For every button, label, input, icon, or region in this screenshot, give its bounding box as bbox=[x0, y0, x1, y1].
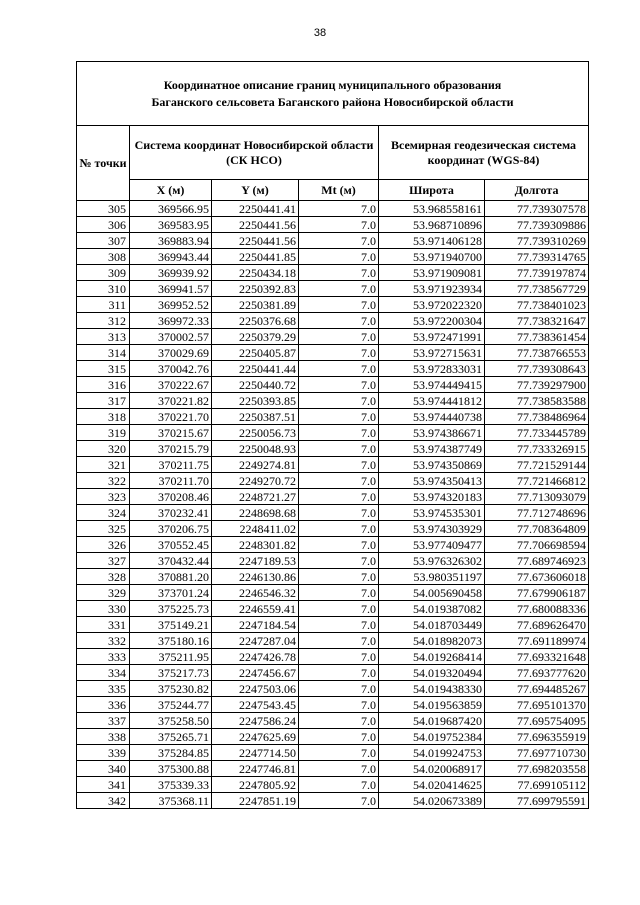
cell-x: 375300.88 bbox=[130, 761, 212, 777]
cell-point-no: 312 bbox=[77, 313, 130, 329]
cell-mt: 7.0 bbox=[299, 425, 379, 441]
cell-mt: 7.0 bbox=[299, 313, 379, 329]
cell-mt: 7.0 bbox=[299, 665, 379, 681]
cell-latitude: 53.972833031 bbox=[379, 361, 485, 377]
cell-y: 2247746.81 bbox=[212, 761, 299, 777]
cell-x: 375339.33 bbox=[130, 777, 212, 793]
table-row bbox=[77, 377, 589, 393]
cell-longitude: 77.689746923 bbox=[485, 553, 589, 569]
coordinate-table bbox=[76, 61, 589, 809]
table-row bbox=[77, 361, 589, 377]
cell-x: 370432.44 bbox=[130, 553, 212, 569]
cell-y: 2247287.04 bbox=[212, 633, 299, 649]
cell-latitude: 53.972715631 bbox=[379, 345, 485, 361]
cell-y: 2247625.69 bbox=[212, 729, 299, 745]
cell-point-no: 309 bbox=[77, 265, 130, 281]
cell-y: 2250440.72 bbox=[212, 377, 299, 393]
cell-x: 369941.57 bbox=[130, 281, 212, 297]
cell-y: 2247586.24 bbox=[212, 713, 299, 729]
table-row bbox=[77, 569, 589, 585]
cell-latitude: 53.980351197 bbox=[379, 569, 485, 585]
cell-y: 2247426.78 bbox=[212, 649, 299, 665]
cell-longitude: 77.738766553 bbox=[485, 345, 589, 361]
table-row bbox=[77, 217, 589, 233]
table-row bbox=[77, 585, 589, 601]
cell-y: 2250441.41 bbox=[212, 201, 299, 217]
header-point-no: № точки bbox=[77, 126, 130, 201]
table-row bbox=[77, 553, 589, 569]
cell-longitude: 77.680088336 bbox=[485, 601, 589, 617]
cell-point-no: 316 bbox=[77, 377, 130, 393]
cell-latitude: 53.974303929 bbox=[379, 521, 485, 537]
cell-point-no: 341 bbox=[77, 777, 130, 793]
cell-mt: 7.0 bbox=[299, 601, 379, 617]
cell-x: 369939.92 bbox=[130, 265, 212, 281]
cell-mt: 7.0 bbox=[299, 329, 379, 345]
cell-point-no: 328 bbox=[77, 569, 130, 585]
cell-mt: 7.0 bbox=[299, 361, 379, 377]
table-title bbox=[77, 62, 589, 126]
cell-x: 369883.94 bbox=[130, 233, 212, 249]
cell-point-no: 310 bbox=[77, 281, 130, 297]
cell-latitude: 54.020673389 bbox=[379, 793, 485, 809]
cell-latitude: 53.974320183 bbox=[379, 489, 485, 505]
cell-mt: 7.0 bbox=[299, 473, 379, 489]
cell-mt: 7.0 bbox=[299, 537, 379, 553]
cell-y: 2250441.56 bbox=[212, 217, 299, 233]
cell-mt: 7.0 bbox=[299, 617, 379, 633]
header-x: X (м) bbox=[130, 180, 212, 201]
cell-mt: 7.0 bbox=[299, 729, 379, 745]
cell-latitude: 53.974440738 bbox=[379, 409, 485, 425]
cell-y: 2247851.19 bbox=[212, 793, 299, 809]
cell-mt: 7.0 bbox=[299, 505, 379, 521]
cell-y: 2248698.68 bbox=[212, 505, 299, 521]
cell-longitude: 77.738321647 bbox=[485, 313, 589, 329]
cell-point-no: 306 bbox=[77, 217, 130, 233]
cell-point-no: 322 bbox=[77, 473, 130, 489]
table-row bbox=[77, 745, 589, 761]
cell-longitude: 77.695101370 bbox=[485, 697, 589, 713]
cell-y: 2247189.53 bbox=[212, 553, 299, 569]
cell-longitude: 77.721466812 bbox=[485, 473, 589, 489]
cell-y: 2250056.73 bbox=[212, 425, 299, 441]
table-row bbox=[77, 665, 589, 681]
cell-latitude: 54.019924753 bbox=[379, 745, 485, 761]
table-row bbox=[77, 329, 589, 345]
cell-point-no: 332 bbox=[77, 633, 130, 649]
cell-x: 370002.57 bbox=[130, 329, 212, 345]
cell-point-no: 313 bbox=[77, 329, 130, 345]
cell-y: 2247714.50 bbox=[212, 745, 299, 761]
cell-latitude: 53.974350413 bbox=[379, 473, 485, 489]
cell-mt: 7.0 bbox=[299, 249, 379, 265]
cell-y: 2250434.18 bbox=[212, 265, 299, 281]
cell-point-no: 334 bbox=[77, 665, 130, 681]
cell-mt: 7.0 bbox=[299, 297, 379, 313]
cell-latitude: 53.974449415 bbox=[379, 377, 485, 393]
cell-x: 375149.21 bbox=[130, 617, 212, 633]
header-mt: Mt (м) bbox=[299, 180, 379, 201]
cell-longitude: 77.693777620 bbox=[485, 665, 589, 681]
cell-point-no: 331 bbox=[77, 617, 130, 633]
cell-longitude: 77.693321648 bbox=[485, 649, 589, 665]
table-body bbox=[77, 201, 589, 809]
cell-mt: 7.0 bbox=[299, 393, 379, 409]
cell-latitude: 54.019320494 bbox=[379, 665, 485, 681]
table-row bbox=[77, 441, 589, 457]
table-row bbox=[77, 297, 589, 313]
cell-latitude: 53.968710896 bbox=[379, 217, 485, 233]
cell-longitude: 77.696355919 bbox=[485, 729, 589, 745]
cell-latitude: 54.019268414 bbox=[379, 649, 485, 665]
cell-longitude: 77.706698594 bbox=[485, 537, 589, 553]
table-row bbox=[77, 713, 589, 729]
table-row bbox=[77, 473, 589, 489]
cell-latitude: 53.974535301 bbox=[379, 505, 485, 521]
cell-y: 2246546.32 bbox=[212, 585, 299, 601]
cell-mt: 7.0 bbox=[299, 713, 379, 729]
table-row bbox=[77, 649, 589, 665]
header-system-wgs: Всемирная геодезическая система координат (WGS-84) bbox=[379, 126, 589, 180]
header-latitude: Широта bbox=[379, 180, 485, 201]
cell-x: 370881.20 bbox=[130, 569, 212, 585]
cell-x: 375230.82 bbox=[130, 681, 212, 697]
cell-y: 2249274.81 bbox=[212, 457, 299, 473]
cell-x: 370208.46 bbox=[130, 489, 212, 505]
cell-point-no: 311 bbox=[77, 297, 130, 313]
cell-longitude: 77.721529144 bbox=[485, 457, 589, 473]
cell-latitude: 53.971406128 bbox=[379, 233, 485, 249]
cell-mt: 7.0 bbox=[299, 569, 379, 585]
cell-mt: 7.0 bbox=[299, 585, 379, 601]
cell-longitude: 77.699795591 bbox=[485, 793, 589, 809]
cell-point-no: 319 bbox=[77, 425, 130, 441]
table-row bbox=[77, 681, 589, 697]
cell-point-no: 340 bbox=[77, 761, 130, 777]
cell-longitude: 77.739197874 bbox=[485, 265, 589, 281]
cell-x: 375180.16 bbox=[130, 633, 212, 649]
cell-longitude: 77.738486964 bbox=[485, 409, 589, 425]
table-row bbox=[77, 777, 589, 793]
cell-point-no: 336 bbox=[77, 697, 130, 713]
table-row bbox=[77, 393, 589, 409]
cell-longitude: 77.738361454 bbox=[485, 329, 589, 345]
cell-point-no: 323 bbox=[77, 489, 130, 505]
cell-y: 2247456.67 bbox=[212, 665, 299, 681]
cell-point-no: 318 bbox=[77, 409, 130, 425]
cell-latitude: 53.971923934 bbox=[379, 281, 485, 297]
table-row bbox=[77, 601, 589, 617]
cell-longitude: 77.673606018 bbox=[485, 569, 589, 585]
cell-x: 370211.70 bbox=[130, 473, 212, 489]
cell-latitude: 53.971909081 bbox=[379, 265, 485, 281]
cell-x: 370222.67 bbox=[130, 377, 212, 393]
cell-latitude: 53.971940700 bbox=[379, 249, 485, 265]
cell-longitude: 77.739310269 bbox=[485, 233, 589, 249]
cell-latitude: 53.976326302 bbox=[379, 553, 485, 569]
cell-longitude: 77.695754095 bbox=[485, 713, 589, 729]
cell-longitude: 77.738401023 bbox=[485, 297, 589, 313]
cell-x: 370206.75 bbox=[130, 521, 212, 537]
cell-y: 2247503.06 bbox=[212, 681, 299, 697]
cell-y: 2250441.44 bbox=[212, 361, 299, 377]
cell-x: 370029.69 bbox=[130, 345, 212, 361]
cell-x: 375284.85 bbox=[130, 745, 212, 761]
cell-latitude: 54.018703449 bbox=[379, 617, 485, 633]
cell-x: 370221.70 bbox=[130, 409, 212, 425]
cell-latitude: 53.977409477 bbox=[379, 537, 485, 553]
cell-y: 2248411.02 bbox=[212, 521, 299, 537]
cell-mt: 7.0 bbox=[299, 377, 379, 393]
cell-mt: 7.0 bbox=[299, 793, 379, 809]
cell-mt: 7.0 bbox=[299, 201, 379, 217]
header-y: Y (м) bbox=[212, 180, 299, 201]
cell-mt: 7.0 bbox=[299, 409, 379, 425]
cell-longitude: 77.739308643 bbox=[485, 361, 589, 377]
cell-x: 369583.95 bbox=[130, 217, 212, 233]
cell-y: 2250048.93 bbox=[212, 441, 299, 457]
cell-point-no: 329 bbox=[77, 585, 130, 601]
cell-latitude: 54.005690458 bbox=[379, 585, 485, 601]
cell-point-no: 338 bbox=[77, 729, 130, 745]
cell-latitude: 53.974350869 bbox=[379, 457, 485, 473]
cell-point-no: 335 bbox=[77, 681, 130, 697]
cell-mt: 7.0 bbox=[299, 489, 379, 505]
cell-mt: 7.0 bbox=[299, 745, 379, 761]
table-row bbox=[77, 729, 589, 745]
cell-point-no: 330 bbox=[77, 601, 130, 617]
table-row bbox=[77, 249, 589, 265]
cell-latitude: 54.019438330 bbox=[379, 681, 485, 697]
cell-y: 2247805.92 bbox=[212, 777, 299, 793]
table-row bbox=[77, 265, 589, 281]
cell-longitude: 77.679906187 bbox=[485, 585, 589, 601]
cell-latitude: 53.974387749 bbox=[379, 441, 485, 457]
cell-x: 375258.50 bbox=[130, 713, 212, 729]
cell-x: 370215.67 bbox=[130, 425, 212, 441]
cell-mt: 7.0 bbox=[299, 633, 379, 649]
cell-longitude: 77.739307578 bbox=[485, 201, 589, 217]
cell-y: 2250441.85 bbox=[212, 249, 299, 265]
table-row bbox=[77, 281, 589, 297]
cell-latitude: 53.968558161 bbox=[379, 201, 485, 217]
cell-longitude: 77.739314765 bbox=[485, 249, 589, 265]
cell-y: 2250393.85 bbox=[212, 393, 299, 409]
cell-x: 370211.75 bbox=[130, 457, 212, 473]
cell-mt: 7.0 bbox=[299, 441, 379, 457]
page-number: 38 bbox=[313, 27, 327, 39]
cell-point-no: 326 bbox=[77, 537, 130, 553]
cell-y: 2250392.83 bbox=[212, 281, 299, 297]
cell-y: 2250405.87 bbox=[212, 345, 299, 361]
cell-x: 370221.82 bbox=[130, 393, 212, 409]
cell-x: 370042.76 bbox=[130, 361, 212, 377]
cell-x: 375225.73 bbox=[130, 601, 212, 617]
cell-latitude: 54.019752384 bbox=[379, 729, 485, 745]
cell-latitude: 53.974386671 bbox=[379, 425, 485, 441]
cell-y: 2248301.82 bbox=[212, 537, 299, 553]
table-row bbox=[77, 233, 589, 249]
cell-x: 369972.33 bbox=[130, 313, 212, 329]
cell-mt: 7.0 bbox=[299, 281, 379, 297]
coordinate-document bbox=[76, 61, 588, 809]
cell-mt: 7.0 bbox=[299, 521, 379, 537]
cell-mt: 7.0 bbox=[299, 761, 379, 777]
table-row bbox=[77, 425, 589, 441]
cell-longitude: 77.691189974 bbox=[485, 633, 589, 649]
cell-latitude: 54.019387082 bbox=[379, 601, 485, 617]
cell-longitude: 77.689626470 bbox=[485, 617, 589, 633]
cell-point-no: 325 bbox=[77, 521, 130, 537]
cell-x: 375211.95 bbox=[130, 649, 212, 665]
cell-mt: 7.0 bbox=[299, 217, 379, 233]
cell-point-no: 317 bbox=[77, 393, 130, 409]
cell-point-no: 342 bbox=[77, 793, 130, 809]
cell-longitude: 77.699105112 bbox=[485, 777, 589, 793]
cell-mt: 7.0 bbox=[299, 457, 379, 473]
cell-latitude: 53.972022320 bbox=[379, 297, 485, 313]
table-row bbox=[77, 505, 589, 521]
cell-point-no: 337 bbox=[77, 713, 130, 729]
cell-latitude: 54.018982073 bbox=[379, 633, 485, 649]
cell-longitude: 77.738567729 bbox=[485, 281, 589, 297]
cell-longitude: 77.712748696 bbox=[485, 505, 589, 521]
cell-mt: 7.0 bbox=[299, 649, 379, 665]
cell-latitude: 54.020068917 bbox=[379, 761, 485, 777]
header-longitude: Долгота bbox=[485, 180, 589, 201]
cell-point-no: 339 bbox=[77, 745, 130, 761]
header-system-local: Система координат Новосибирской области (СК НСО) bbox=[130, 126, 379, 180]
cell-x: 370552.45 bbox=[130, 537, 212, 553]
cell-y: 2250441.56 bbox=[212, 233, 299, 249]
cell-latitude: 53.974441812 bbox=[379, 393, 485, 409]
cell-mt: 7.0 bbox=[299, 233, 379, 249]
cell-point-no: 305 bbox=[77, 201, 130, 217]
table-row bbox=[77, 457, 589, 473]
cell-longitude: 77.733326915 bbox=[485, 441, 589, 457]
cell-mt: 7.0 bbox=[299, 777, 379, 793]
cell-mt: 7.0 bbox=[299, 345, 379, 361]
title-line-2: Баганского сельсовета Баганского района Новосибирской области bbox=[151, 94, 514, 109]
cell-x: 370215.79 bbox=[130, 441, 212, 457]
cell-latitude: 54.019687420 bbox=[379, 713, 485, 729]
table-row bbox=[77, 633, 589, 649]
cell-point-no: 327 bbox=[77, 553, 130, 569]
cell-y: 2250379.29 bbox=[212, 329, 299, 345]
cell-point-no: 324 bbox=[77, 505, 130, 521]
cell-point-no: 333 bbox=[77, 649, 130, 665]
cell-longitude: 77.738583588 bbox=[485, 393, 589, 409]
cell-x: 369566.95 bbox=[130, 201, 212, 217]
table-row bbox=[77, 521, 589, 537]
cell-latitude: 54.019563859 bbox=[379, 697, 485, 713]
cell-point-no: 320 bbox=[77, 441, 130, 457]
table-row bbox=[77, 489, 589, 505]
cell-x: 370232.41 bbox=[130, 505, 212, 521]
cell-longitude: 77.698203558 bbox=[485, 761, 589, 777]
cell-y: 2246130.86 bbox=[212, 569, 299, 585]
cell-latitude: 54.020414625 bbox=[379, 777, 485, 793]
cell-point-no: 315 bbox=[77, 361, 130, 377]
cell-longitude: 77.739309886 bbox=[485, 217, 589, 233]
cell-point-no: 321 bbox=[77, 457, 130, 473]
cell-y: 2248721.27 bbox=[212, 489, 299, 505]
table-row bbox=[77, 313, 589, 329]
cell-y: 2246559.41 bbox=[212, 601, 299, 617]
table-row bbox=[77, 793, 589, 809]
cell-latitude: 53.972200304 bbox=[379, 313, 485, 329]
cell-longitude: 77.694485267 bbox=[485, 681, 589, 697]
table-row bbox=[77, 409, 589, 425]
table-row bbox=[77, 201, 589, 217]
cell-longitude: 77.733445789 bbox=[485, 425, 589, 441]
cell-y: 2250376.68 bbox=[212, 313, 299, 329]
cell-y: 2249270.72 bbox=[212, 473, 299, 489]
cell-mt: 7.0 bbox=[299, 553, 379, 569]
cell-y: 2250381.89 bbox=[212, 297, 299, 313]
cell-longitude: 77.739297900 bbox=[485, 377, 589, 393]
cell-x: 375244.77 bbox=[130, 697, 212, 713]
cell-x: 375368.11 bbox=[130, 793, 212, 809]
title-line-1: Координатное описание границ муниципального образования bbox=[163, 77, 502, 92]
cell-y: 2247543.45 bbox=[212, 697, 299, 713]
cell-x: 375265.71 bbox=[130, 729, 212, 745]
cell-longitude: 77.708364809 bbox=[485, 521, 589, 537]
cell-y: 2250387.51 bbox=[212, 409, 299, 425]
cell-mt: 7.0 bbox=[299, 265, 379, 281]
table-row bbox=[77, 537, 589, 553]
table-row bbox=[77, 345, 589, 361]
cell-point-no: 308 bbox=[77, 249, 130, 265]
cell-x: 369943.44 bbox=[130, 249, 212, 265]
table-row bbox=[77, 617, 589, 633]
table-row bbox=[77, 761, 589, 777]
cell-latitude: 53.972471991 bbox=[379, 329, 485, 345]
cell-y: 2247184.54 bbox=[212, 617, 299, 633]
cell-longitude: 77.697710730 bbox=[485, 745, 589, 761]
cell-point-no: 307 bbox=[77, 233, 130, 249]
cell-longitude: 77.713093079 bbox=[485, 489, 589, 505]
cell-x: 373701.24 bbox=[130, 585, 212, 601]
cell-x: 369952.52 bbox=[130, 297, 212, 313]
cell-x: 375217.73 bbox=[130, 665, 212, 681]
cell-mt: 7.0 bbox=[299, 681, 379, 697]
table-row bbox=[77, 697, 589, 713]
cell-mt: 7.0 bbox=[299, 697, 379, 713]
cell-point-no: 314 bbox=[77, 345, 130, 361]
